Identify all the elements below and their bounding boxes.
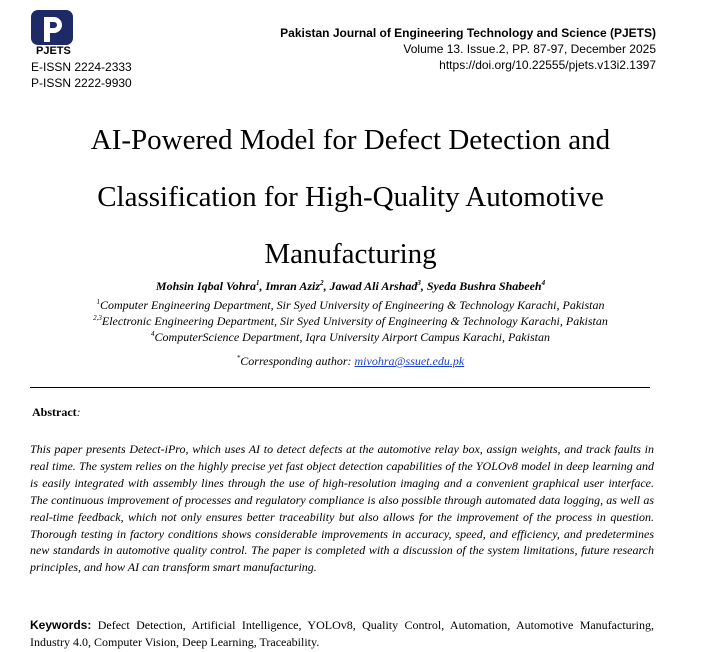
abstract-body: This paper presents Detect-iPro, which uses AI to detect defects at the automotive relay box, assign weights, and track faults in real time. The system relies on the highly precise yet fast object detection capabilities of the YOLOv8 model in deep learning and is easily integrated with assembly lines through the use of high-resolution imaging and a convenient graphical user interface. The continuous improvement of processes and regulatory compliance is also possible through automated data logging, as well as real-time feedback, which not only ensures better traceability but also allows for the improvement of the process in question. Thorough testing in factory conditions shows considerable improvements in accuracy, speed, and efficiency, and predetermines new standards in automotive quality control. The paper is completed with a discussion of the system limitations, future research principles, and how AI can transform smart manufacturing. (30, 442, 654, 575)
volume-line: Volume 13. Issue.2, PP. 87-97, December 2025 (403, 42, 656, 56)
affiliation (20, 330, 681, 345)
journal-name: Pakistan Journal of Engineering Technology and Science (PJETS) (280, 26, 656, 40)
journal-info (280, 25, 656, 73)
logo-label: PJETS (36, 45, 71, 57)
keywords-text: Defect Detection, Artificial Intelligence, YOLOv8, Quality Control, Automation, Automotive Manufacturing, Industry 4.0, Computer Vision, Deep Learning, Traceability. (30, 618, 654, 649)
author-list: Mohsin Iqbal Vohra$^1$, Imran Aziz$^2$, Jawad Ali Arshad$^3$, Syeda Bushra Shabeeh$^4$ (155, 279, 546, 293)
affiliation-sup: 4 (151, 330, 155, 338)
author-name: Mohsin Iqbal Vohra (155, 279, 256, 293)
paper-title (30, 112, 671, 283)
author-name: Syeda Bushra Shabeeh (426, 279, 542, 293)
author-sup: 2 (320, 279, 324, 287)
issn-block (31, 59, 132, 91)
corresponding-author (20, 354, 681, 369)
keywords-label: Keywords: (30, 618, 92, 632)
pissn: P-ISSN 2222-9930 (31, 76, 132, 90)
title-line: AI-Powered Model for Defect Detection and (90, 124, 611, 156)
title-line: Manufacturing (264, 238, 437, 270)
author-name: Imran Aziz (265, 279, 321, 293)
section-divider (30, 387, 650, 388)
author-sup: 3 (417, 279, 421, 287)
doi-link[interactable]: https://doi.org/10.22555/pjets.v13i2.1397 (439, 58, 656, 72)
affiliation-text: Computer Engineering Department, Sir Syed University of Engineering & Technology Karachi, Pakistan (100, 298, 605, 312)
affiliation-text: Electronic Engineering Department, Sir Syed University of Engineering & Technology Karachi, Pakistan (101, 314, 608, 328)
affiliation-sup: 1 (96, 298, 100, 306)
corresponding-sup: * (236, 354, 241, 362)
author-sup: 1 (255, 279, 260, 287)
corresponding-email-link[interactable]: mivohra@ssuet.edu.pk (354, 354, 465, 368)
title-line: Classification for High-Quality Automotive (97, 181, 604, 213)
eissn: E-ISSN 2224-2333 (31, 60, 132, 74)
affiliation (20, 298, 681, 313)
author-sup: 4 (541, 279, 546, 287)
affiliation-text: ComputerScience Department, Iqra University Airport Campus Karachi, Pakistan (154, 330, 550, 344)
abstract-heading-text: Abstract (32, 405, 77, 419)
keywords (30, 617, 654, 651)
affiliation (20, 314, 681, 329)
corresponding-label: Corresponding author: (240, 354, 355, 368)
abstract-heading-colon: : (76, 405, 81, 419)
author-name: Jawad Ali Arshad (329, 279, 418, 293)
abstract-heading (32, 405, 81, 420)
affiliation-sup: 2,3 (93, 314, 102, 322)
